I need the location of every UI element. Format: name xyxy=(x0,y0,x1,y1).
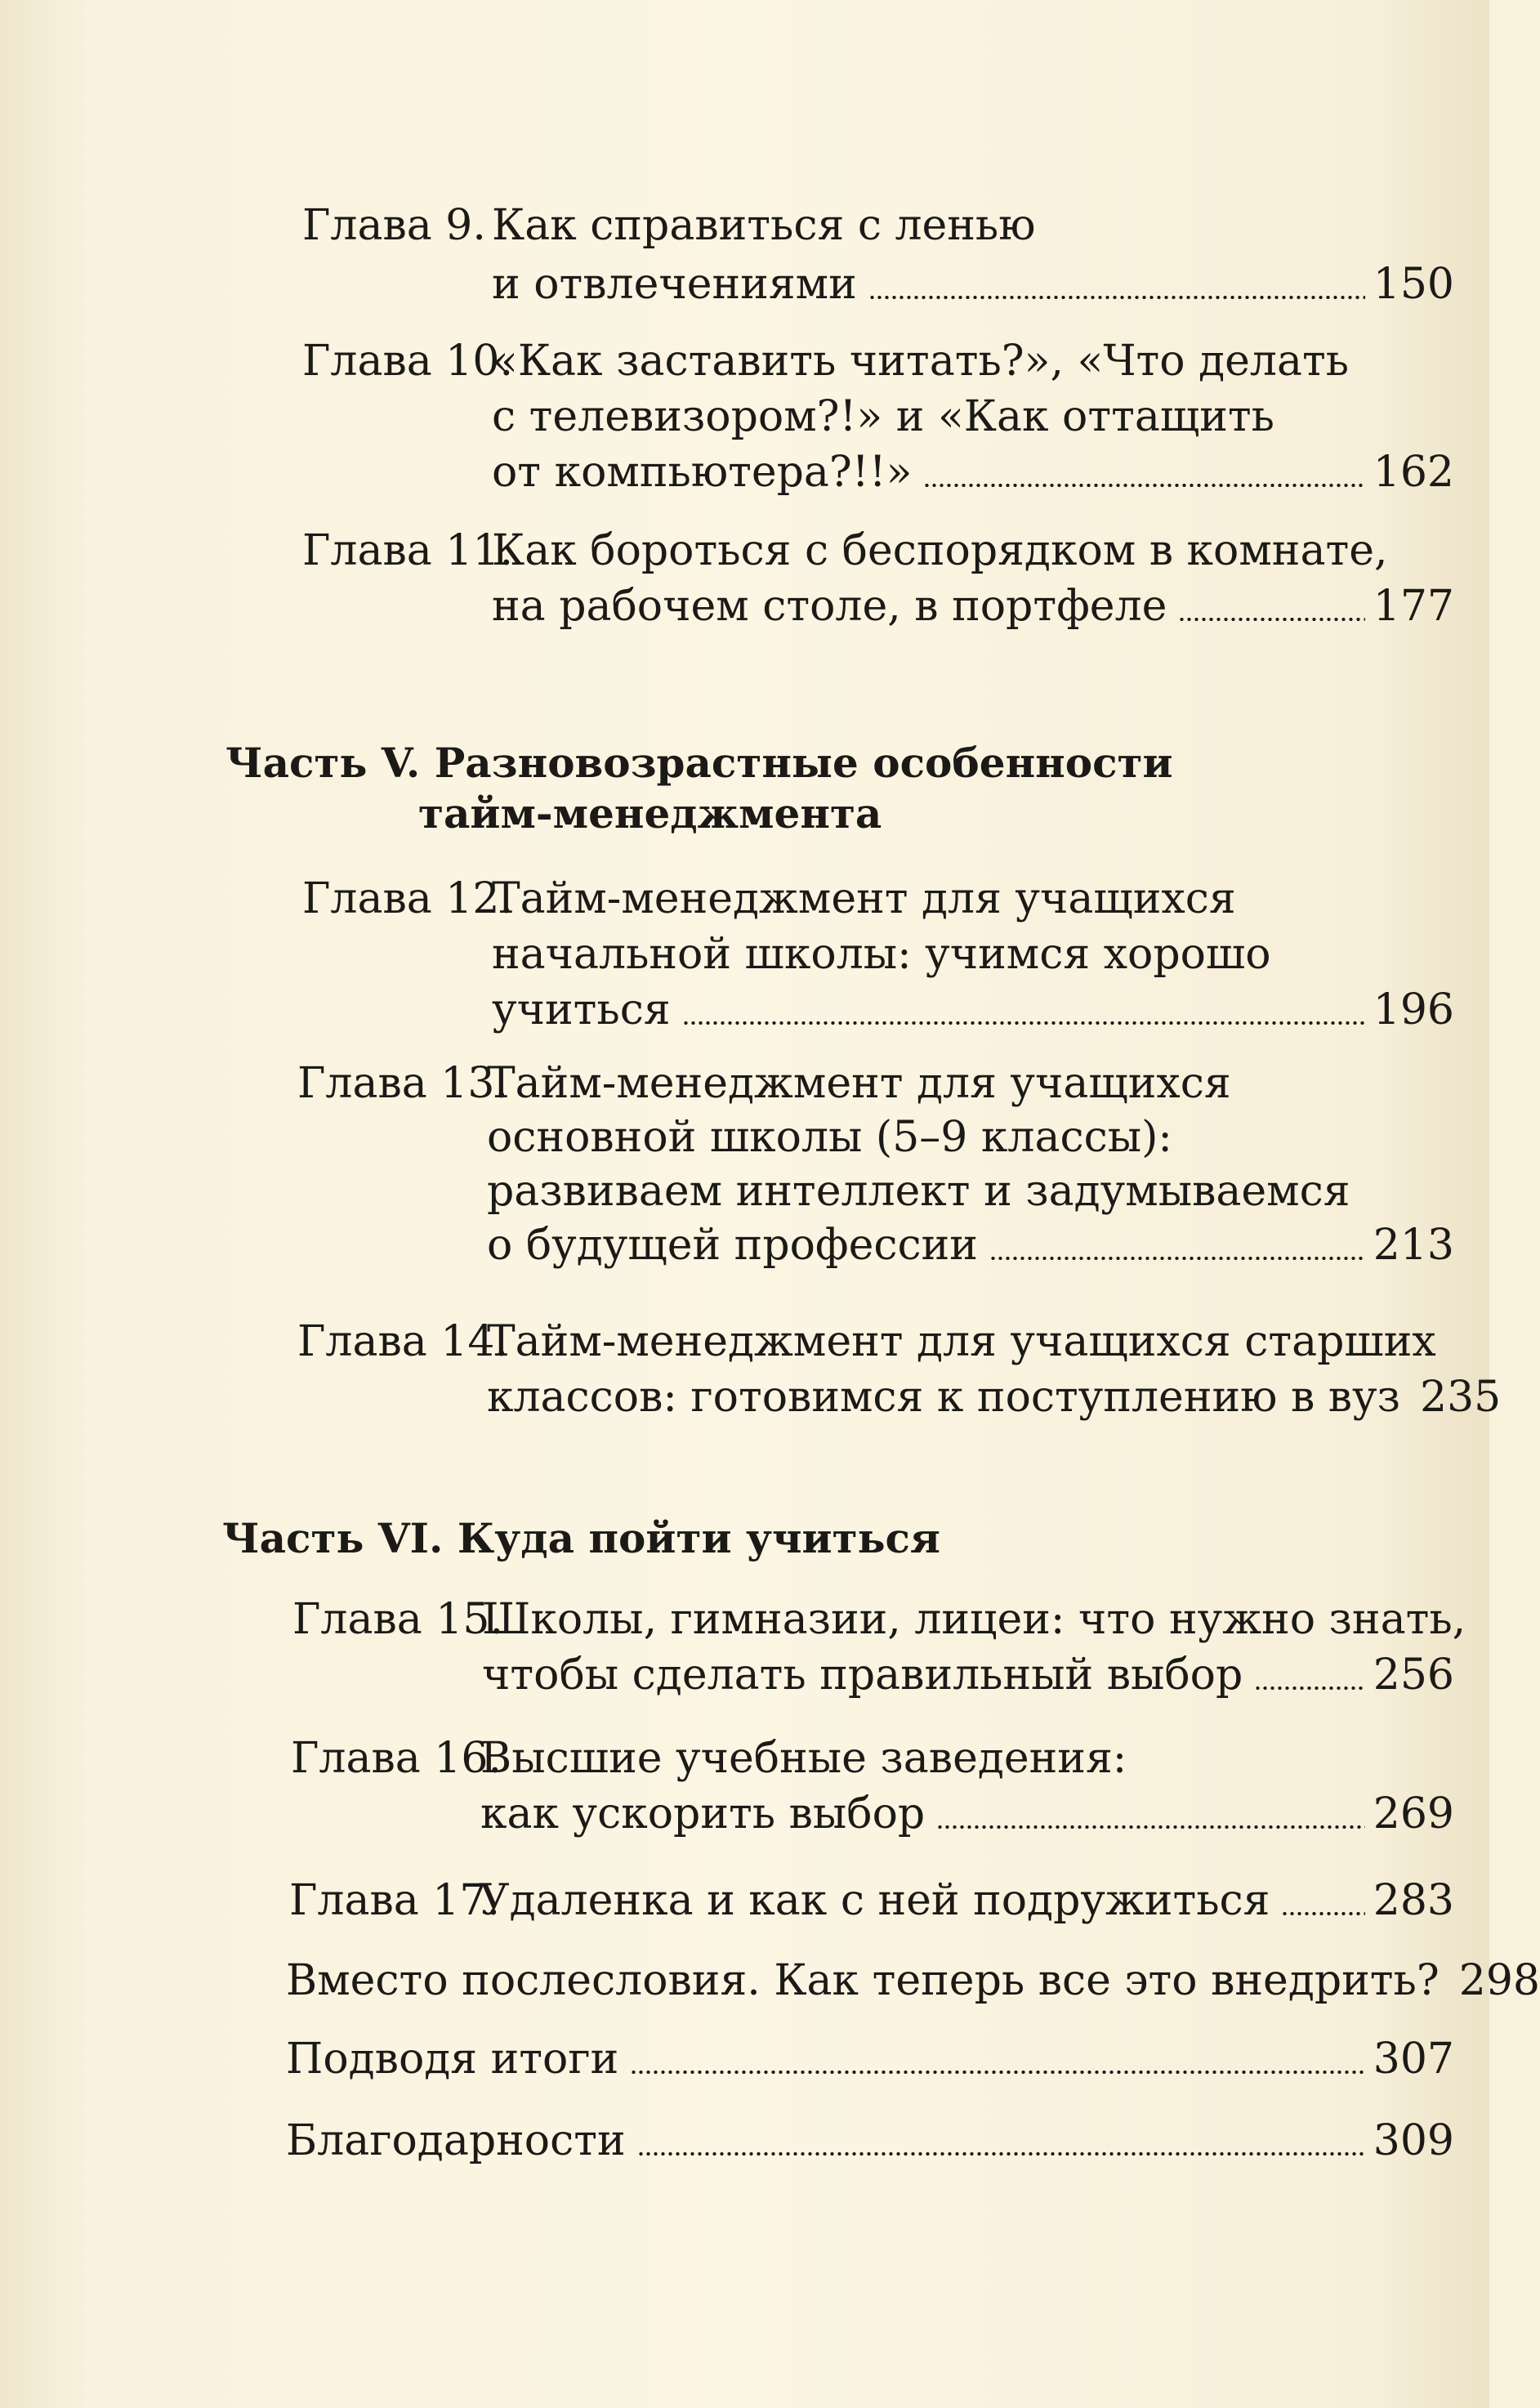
toc-entry-chapter-10 xyxy=(302,337,1454,508)
page-number: 235 xyxy=(1419,1373,1502,1422)
dot-leader xyxy=(630,2071,1364,2074)
chapter-title-line: чтобы сделать правильный выбор xyxy=(482,1651,1243,1700)
chapter-title-line: с телевизором?!» и «Как оттащить xyxy=(492,392,1274,441)
toc-entry-chapter-11 xyxy=(302,526,1454,649)
page-number: 283 xyxy=(1373,1876,1454,1925)
dot-leader xyxy=(923,484,1364,487)
chapter-title-line: классов: готовимся к поступлению в вуз xyxy=(487,1373,1400,1422)
chapter-title-line: Тайм-менеджмент для учащихся старших xyxy=(487,1317,1436,1366)
page-number: 196 xyxy=(1373,985,1454,1034)
dot-leader xyxy=(868,296,1365,299)
dot-leader xyxy=(989,1257,1365,1260)
toc-entry-acknowledgements xyxy=(286,2116,1454,2173)
page-number: 309 xyxy=(1373,2116,1454,2165)
toc-entry-chapter-13 xyxy=(297,1059,1454,1280)
toc-entry-chapter-14 xyxy=(297,1317,1502,1440)
chapter-label: Глава 9. xyxy=(302,201,486,250)
chapter-title-line: о будущей профессии xyxy=(487,1221,978,1270)
chapter-title-line: Тайм-менеджмент для учащихся xyxy=(487,1059,1231,1108)
page-number: 162 xyxy=(1373,448,1454,497)
toc-entry-summary xyxy=(286,2035,1454,2092)
chapter-title-line: Высшие учебные заведения: xyxy=(480,1734,1127,1783)
chapter-title-line: «Как заставить читать?», «Что делать xyxy=(492,337,1350,386)
toc-entry-chapter-12 xyxy=(302,874,1454,1046)
chapter-title-line: Школы, гимназии, лицеи: что нужно знать, xyxy=(482,1595,1466,1644)
chapter-title-line: Удаленка и как с ней подружиться xyxy=(479,1876,1270,1925)
page-number: 150 xyxy=(1373,260,1454,309)
part-title-line: тайм-менеджмента xyxy=(418,789,882,838)
dot-leader xyxy=(1281,1912,1364,1915)
part-title-line: Часть V. Разновозрастные особенности xyxy=(225,739,1173,787)
toc-entry-afterword xyxy=(286,1956,1540,2013)
page-number: 269 xyxy=(1373,1789,1454,1838)
dot-leader xyxy=(1254,1686,1364,1690)
dot-leader xyxy=(936,1825,1365,1829)
dot-leader xyxy=(1178,618,1364,621)
chapter-title-line: на рабочем столе, в портфеле xyxy=(492,582,1167,631)
toc-entry-chapter-17 xyxy=(289,1876,1454,1933)
entry-title: Вместо послесловия. Как теперь все это внедрить? xyxy=(286,1956,1440,2005)
page-number: 307 xyxy=(1373,2035,1454,2084)
entry-title: Благодарности xyxy=(286,2116,626,2165)
chapter-label: Глава 10. xyxy=(302,337,513,386)
chapter-title-line: основной школы (5–9 классы): xyxy=(487,1113,1172,1162)
chapter-title-line: развиваем интеллект и задумываемся xyxy=(487,1167,1350,1216)
part-title-line: Часть VI. Куда пойти учиться xyxy=(222,1514,940,1562)
chapter-label: Глава 12. xyxy=(302,874,513,923)
page-number: 256 xyxy=(1373,1651,1454,1700)
chapter-label: Глава 14. xyxy=(297,1317,508,1366)
page-number: 177 xyxy=(1373,582,1454,631)
chapter-title-line: Как бороться с беспорядком в комнате, xyxy=(492,526,1388,575)
chapter-label: Глава 13. xyxy=(297,1059,508,1108)
page-number: 298 xyxy=(1458,1956,1540,2005)
chapter-label: Глава 17. xyxy=(289,1876,500,1925)
chapter-title-line: как ускорить выбор xyxy=(480,1789,926,1838)
entry-title: Подводя итоги xyxy=(286,2035,619,2084)
part-vi-heading xyxy=(222,1513,940,1564)
dot-leader xyxy=(682,1021,1365,1025)
part-v-heading xyxy=(225,738,1173,839)
chapter-title-line: учиться xyxy=(492,985,671,1034)
chapter-title-line: начальной школы: учимся хорошо xyxy=(492,930,1271,979)
page-number: 213 xyxy=(1373,1221,1454,1270)
toc-entry-chapter-15 xyxy=(292,1595,1466,1718)
chapter-label: Глава 15. xyxy=(292,1595,503,1644)
chapter-title-line: Как справиться с ленью xyxy=(492,201,1036,250)
toc-entry-chapter-16 xyxy=(291,1734,1454,1856)
chapter-label: Глава 11. xyxy=(302,526,513,575)
chapter-title-line: Тайм-менеджмент для учащихся xyxy=(492,874,1236,923)
dot-leader xyxy=(637,2152,1365,2156)
chapter-label: Глава 16. xyxy=(291,1734,502,1783)
chapter-title-line: и отвлечениями xyxy=(492,260,857,309)
toc-entry-chapter-9 xyxy=(302,201,1454,324)
chapter-title-line: от компьютера?!!» xyxy=(492,448,913,497)
